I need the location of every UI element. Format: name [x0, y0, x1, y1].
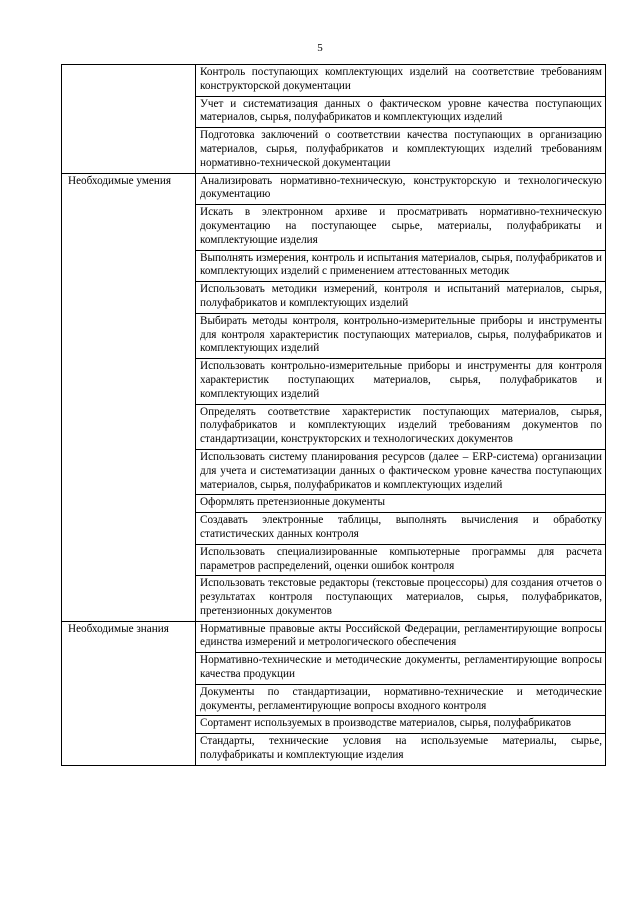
table-cell: Использовать методики измерений, контроля и испытаний материалов, сырья, полуфабрикатов и комплектующих изделий	[196, 282, 606, 314]
table-cell: Контроль поступающих комплектующих изделий на соответствие требованиям конструкторской документации	[196, 65, 606, 97]
skills-label: Необходимые умения	[62, 173, 196, 621]
table-cell: Нормативно-технические и методические документы, регламентирующие вопросы качества продукции	[196, 653, 606, 685]
table-cell: Документы по стандартизации, нормативно-технические и методические документы, регламентирующие вопросы входного контроля	[196, 684, 606, 716]
table-cell: Искать в электронном архиве и просматривать нормативно-техническую документацию на поступающее сырье, материалы, полуфабрикаты и комплектующие изделия	[196, 205, 606, 250]
table-cell: Выполнять измерения, контроль и испытания материалов, сырья, полуфабрикатов и комплектующих изделий с применением аттестованных методик	[196, 250, 606, 282]
table-row	[62, 173, 606, 205]
empty-label-cell	[62, 65, 196, 174]
table-row	[62, 621, 606, 653]
table-cell: Использовать специализированные компьютерные программы для расчета параметров распределений, оценки ошибок контроля	[196, 544, 606, 576]
table-cell: Анализировать нормативно-техническую, конструкторскую и технологическую документацию	[196, 173, 606, 205]
table-cell: Определять соответствие характеристик поступающих материалов, сырья, полуфабрикатов и комплектующих изделий требованиям документов по стандартизации, конструкторских и технологических документов	[196, 404, 606, 449]
table-cell: Создавать электронные таблицы, выполнять вычисления и обработку статистических данных контроля	[196, 513, 606, 545]
table-cell: Стандарты, технические условия на используемые материалы, сырье, полуфабрикаты и комплектующие изделия	[196, 734, 606, 766]
page-number: 5	[317, 42, 323, 54]
table-cell: Нормативные правовые акты Российской Федерации, регламентирующие вопросы единства измерений и метрологического обеспечения	[196, 621, 606, 653]
table-cell: Подготовка заключений о соответствии качества поступающих в организацию материалов, сырья, полуфабрикатов и комплектующих изделий требованиям нормативно-технической документации	[196, 128, 606, 173]
table-row	[62, 65, 606, 97]
table-cell: Сортамент используемых в производстве материалов, сырья, полуфабрикатов	[196, 716, 606, 734]
table-cell: Учет и систематизация данных о фактическом уровне качества поступающих материалов, сырья, полуфабрикатов и комплектующих изделий	[196, 96, 606, 128]
knowledge-label: Необходимые знания	[62, 621, 196, 765]
table-cell: Выбирать методы контроля, контрольно-измерительные приборы и инструменты для контроля характеристик поступающих материалов, сырья, полуфабрикатов и комплектующих изделий	[196, 313, 606, 358]
labor-functions-table	[61, 64, 606, 766]
table-cell: Использовать контрольно-измерительные приборы и инструменты для контроля характеристик поступающих материалов, сырья, полуфабрикатов и комплектующих изделий	[196, 359, 606, 404]
table-cell: Оформлять претензионные документы	[196, 495, 606, 513]
table-cell: Использовать текстовые редакторы (текстовые процессоры) для создания отчетов о результатах контроля поступающих материалов, сырья, полуфабрикатов, претензионных документов	[196, 576, 606, 621]
table-cell: Использовать систему планирования ресурсов (далее – ERP-система) организации для учета и систематизации данных о фактическом уровне качества поступающих материалов, сырья, полуфабрикатов и комплектующих изделий	[196, 449, 606, 494]
